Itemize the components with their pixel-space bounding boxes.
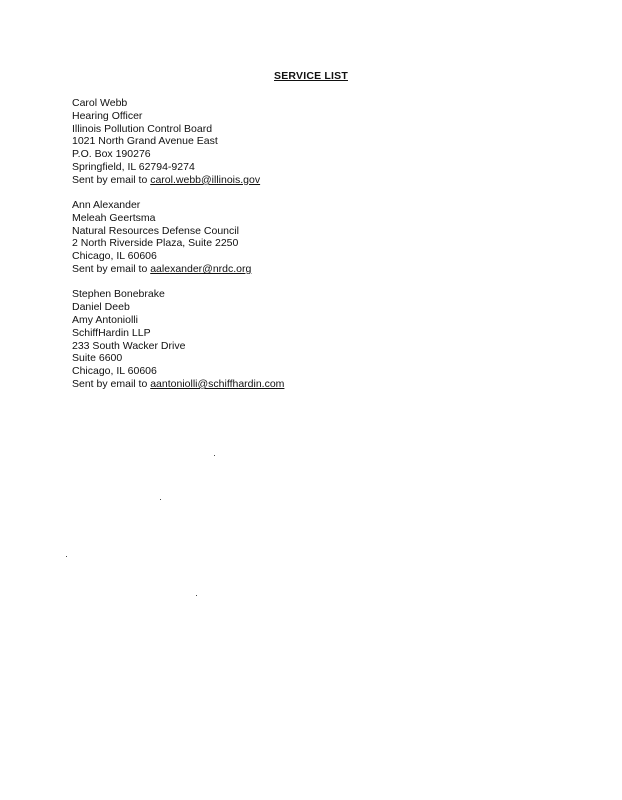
entry-city: Chicago, IL 60606 — [72, 250, 157, 263]
entry-city: Chicago, IL 60606 — [72, 365, 157, 378]
entry-street: 2 North Riverside Plaza, Suite 2250 — [72, 237, 239, 250]
entry-po-box: P.O. Box 190276 — [72, 148, 151, 161]
entry-city: Springfield, IL 62794-9274 — [72, 160, 195, 173]
service-entry-carol-webb — [72, 97, 572, 187]
service-list — [72, 97, 572, 403]
entry-street: 233 South Wacker Drive — [72, 339, 186, 352]
entry-email-line — [72, 263, 572, 276]
email-prefix: Sent by email to — [72, 173, 151, 186]
entry-organization: Illinois Pollution Control Board — [72, 122, 213, 135]
entry-name: Amy Antoniolli — [72, 313, 138, 326]
scan-speck — [196, 595, 197, 596]
entry-organization: SchiffHardin LLP — [72, 326, 151, 339]
entry-name: Daniel Deeb — [72, 301, 130, 314]
service-entry-ann-alexander — [72, 199, 572, 276]
entry-organization: Natural Resources Defense Council — [72, 224, 239, 237]
entry-email-line — [72, 174, 572, 187]
email-prefix: Sent by email to — [72, 377, 151, 390]
email-prefix: Sent by email to — [72, 263, 151, 276]
scan-speck — [66, 556, 67, 557]
entry-title: Hearing Officer — [72, 109, 143, 122]
page-title: SERVICE LIST — [274, 70, 348, 82]
scan-speck — [160, 499, 161, 500]
entry-name: Meleah Geertsma — [72, 211, 156, 224]
entry-street: 1021 North Grand Avenue East — [72, 135, 218, 148]
scan-speck — [214, 455, 215, 456]
service-entry-schiffhardin — [72, 288, 572, 390]
email-link[interactable]: aalexander@nrdc.org — [150, 263, 252, 276]
entry-name: Ann Alexander — [72, 199, 141, 212]
email-link[interactable]: aantoniolli@schiffhardin.com — [150, 377, 285, 390]
entry-email-line — [72, 378, 572, 391]
email-link[interactable]: carol.webb@illinois.gov — [150, 173, 261, 186]
entry-name: Stephen Bonebrake — [72, 288, 165, 301]
entry-suite: Suite 6600 — [72, 352, 123, 365]
entry-name: Carol Webb — [72, 97, 128, 109]
